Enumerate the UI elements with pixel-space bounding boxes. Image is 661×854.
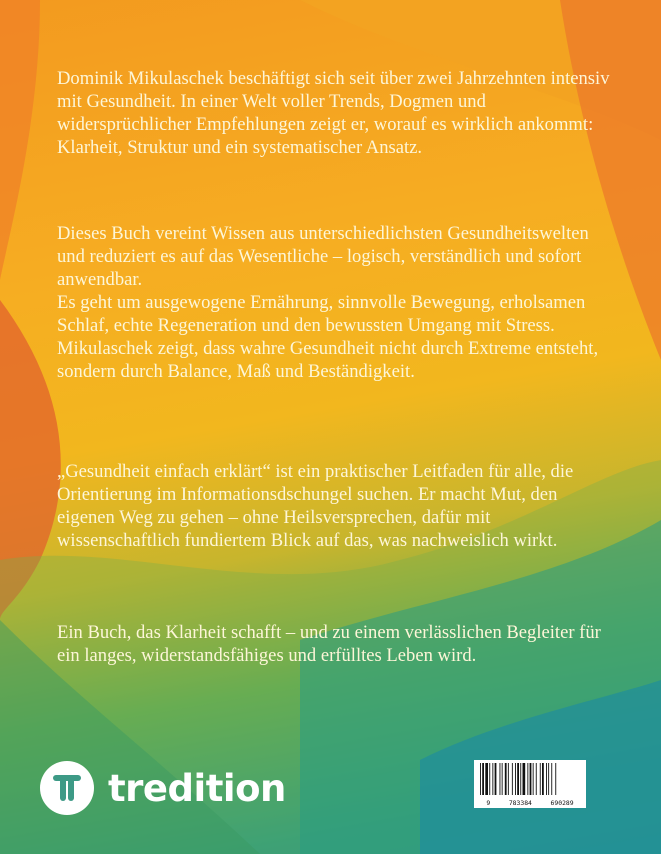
tredition-t-icon [40, 761, 94, 815]
barcode-digit-group-1: 783384 [508, 799, 532, 807]
publisher-name: tredition [108, 766, 286, 810]
barcode-digits [474, 799, 586, 807]
barcode-bars [478, 763, 582, 799]
barcode-digit-prefix: 9 [486, 799, 491, 807]
publisher-logo [40, 759, 286, 817]
blurb-paragraph-2b: Es geht um ausgewogene Ernährung, sinnvolle Bewegung, erholsamen Schlaf, echte Regeneration und den bewussten Umgang mit Stress. Mikulaschek zeigt, dass wahre Gesundheit nicht durch Extreme entsteht, sondern durch Balance, Maß und Beständigkeit. [57, 292, 599, 382]
isbn-barcode [474, 760, 586, 808]
blurb-paragraph-3: „Gesundheit einfach erklärt“ ist ein praktischer Leitfaden für alle, die Orientierung im Informationsdschungel suchen. Er macht Mut, den eigenen Weg zu gehen – ohne Heilsversprechen, dafür mit wissenschaftlich fundiertem Blick auf das, was nachweislich wirkt. [57, 461, 574, 551]
blurb-paragraph-1: Dominik Mikulaschek beschäftigt sich seit über zwei Jahrzehnten intensiv mit Gesundheit. In einer Welt voller Trends, Dogmen und widersprüchlicher Empfehlungen zeigt er, worauf es wirklich ankommt: Klarheit, Struktur und ein systematischer Ansatz. [57, 68, 610, 158]
blurb-paragraph-2 [57, 222, 617, 383]
blurb-paragraph-4: Ein Buch, das Klarheit schafft – und zu einem verlässlichen Begleiter für ein langes, widerstandsfähiges und erfülltes Leben wird. [57, 622, 601, 666]
blurb-paragraph-2a: Dieses Buch vereint Wissen aus unterschiedlichsten Gesundheitswelten und reduziert es auf das Wesentliche – logisch, verständlich und sofort anwendbar. [57, 223, 589, 290]
barcode-digit-group-2: 690289 [550, 799, 574, 807]
